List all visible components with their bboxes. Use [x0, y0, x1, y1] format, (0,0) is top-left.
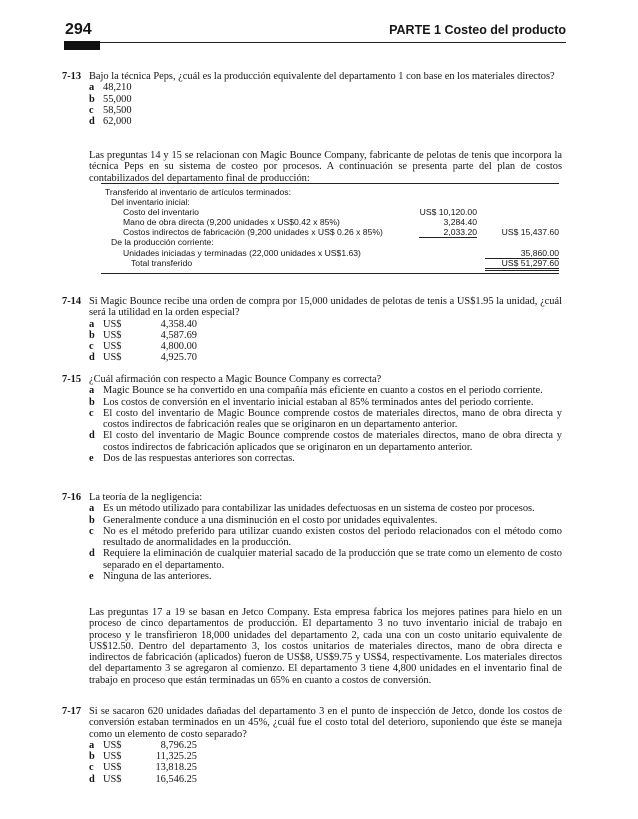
- question-number: 7-13: [62, 71, 82, 82]
- question-7-13: [62, 71, 562, 127]
- question-text: Si Magic Bounce recibe una orden de compra por 15,000 unidades de pelotas de tenis a US$1.95 la unidad, ¿cuál será la utilidad en la orden especial?: [89, 296, 562, 319]
- table-row: Unidades iniciadas y terminadas (22,000 unidades x US$1.63) 35,860.00: [123, 247, 559, 258]
- option: c US$ 4,800.00: [89, 341, 197, 353]
- option: a US$ 8,796.25: [89, 739, 197, 751]
- answer-options: [89, 385, 562, 464]
- question-7-16: [62, 492, 562, 582]
- header-tab-mark: [64, 41, 100, 50]
- cost-table: [101, 183, 559, 274]
- question-7-17: [62, 706, 562, 785]
- option: a 48,210: [89, 82, 132, 94]
- option: a US$ 4,358.40: [89, 318, 197, 330]
- table-top-rule: [101, 183, 559, 184]
- question-number: 7-15: [62, 374, 82, 385]
- answer-options: [89, 82, 562, 127]
- option: e Ninguna de las anteriores.: [89, 571, 212, 583]
- table-row: De la producción corriente:: [111, 237, 214, 248]
- table-row: Mano de obra directa (9,200 unidades x US$0.42 x 85%) 3,284.40: [123, 217, 477, 228]
- option: d US$ 4,925.70: [89, 352, 197, 364]
- header-rule: [64, 42, 566, 43]
- table-row: Del inventario inicial:: [111, 197, 190, 208]
- running-title: PARTE 1 Costeo del producto: [389, 23, 566, 37]
- table-row: Costo del inventario US$ 10,120.00: [123, 207, 477, 218]
- option: b Generalmente conduce a una disminución en el costo por unidades equivalentes.: [89, 514, 438, 526]
- option: c El costo del inventario de Magic Bounce comprende costos de materiales directos, mano de obra directa y costos indirectos de fabricación reales que se originaron en un departamento anterior.: [89, 407, 562, 431]
- answer-options: [89, 740, 562, 785]
- question-text: Bajo la técnica Peps, ¿cuál es la producción equivalente del departamento 1 con base en los materiales directos?: [89, 71, 555, 82]
- question-text: Si se sacaron 620 unidades dañadas del departamento 3 en el punto de inspección de Jetco, donde los costos de conversión estaban terminados en un 45%, ¿cuál fue el costo total del deterioro, suponiendo que éste se maneja como un elemento de costo separado?: [89, 706, 562, 740]
- option: c 58,500: [89, 104, 132, 116]
- answer-options: [89, 503, 562, 582]
- option: d US$ 16,546.25: [89, 773, 197, 785]
- option: c No es el método preferido para utilizar cuando existen costos del periodo relacionados con el método como resultado de anormalidades en la producción.: [89, 525, 562, 549]
- table-bottom-rule: [101, 273, 559, 274]
- question-number: 7-16: [62, 492, 82, 503]
- table-row: Transferido al inventario de artículos terminados:: [105, 187, 291, 197]
- option: e Dos de las respuestas anteriores son correctas.: [89, 453, 295, 465]
- option: a Es un método utilizado para contabilizar las unidades defectuosas en un sistema de costeo por procesos.: [89, 503, 535, 515]
- option: a Magic Bounce se ha convertido en una compañía más eficiente en cuanto a costos en el periodo corriente.: [89, 385, 543, 397]
- intro-paragraph-14-15: Las preguntas 14 y 15 se relacionan con Magic Bounce Company, fabricante de pelotas de tenis que incorpora la técnica Peps en su sistema de costeo por procesos. A continuación se presenta parte del plan de costos contabilizados del departamento final de producción:: [89, 150, 562, 184]
- option: b US$ 11,325.25: [89, 751, 197, 763]
- option: b US$ 4,587.69: [89, 329, 197, 341]
- table-row: Total transferido US$ 51,297.60: [101, 258, 559, 268]
- option: b 55,000: [89, 93, 132, 105]
- option: b Los costos de conversión en el inventario inicial estaban al 85% terminados antes del periodo corriente.: [89, 396, 534, 408]
- page-number: 294: [65, 21, 92, 38]
- option: d 62,000: [89, 116, 132, 128]
- question-7-15: [62, 374, 562, 464]
- question-7-14: [62, 296, 562, 364]
- question-text: La teoría de la negligencia:: [89, 492, 203, 503]
- question-number: 7-17: [62, 706, 82, 717]
- question-text: ¿Cuál afirmación con respecto a Magic Bounce Company es correcta?: [89, 374, 382, 385]
- table-row: Costos indirectos de fabricación (9,200 unidades x US$ 0.26 x 85%) 2,033.20 US$ 15,437.60: [123, 227, 559, 238]
- option: d El costo del inventario de Magic Bounce comprende costos de materiales directos, mano de obra directa y costos indirectos de fabricación aplicados que se originaron en un departamento anterior.: [89, 430, 562, 453]
- answer-options: [89, 319, 562, 364]
- intro-paragraph-17-19: Las preguntas 17 a 19 se basan en Jetco Company. Esta empresa fabrica los mejores patines para hielo en un proceso de cinco departamentos de producción. El departamento 3 no tuvo inventario inicial de trabajo en proceso y le transfirieron 18,000 unidades del departamento 2, cada una con un costo unitario equivalente de US$12.50. Dentro del departamento 3, los costos unitarios de materiales directos, mano de obra directa e indirectos de fabricación (aplicados) fueron de US$8, US$9.75 y US$4, respectivamente. Los materiales directos del departamento 3 se agregaron al comienzo. El departamento 3 tiene 4,800 unidades en el inventario final de trabajo en proceso que están terminadas un 65% en cuanto a costos de conversión.: [89, 607, 562, 686]
- option: c US$ 13,818.25: [89, 762, 197, 774]
- question-number: 7-14: [62, 296, 82, 307]
- option: d Requiere la eliminación de cualquier material sacado de la producción que se trate como un elemento de costo separado en el departamento.: [89, 548, 562, 571]
